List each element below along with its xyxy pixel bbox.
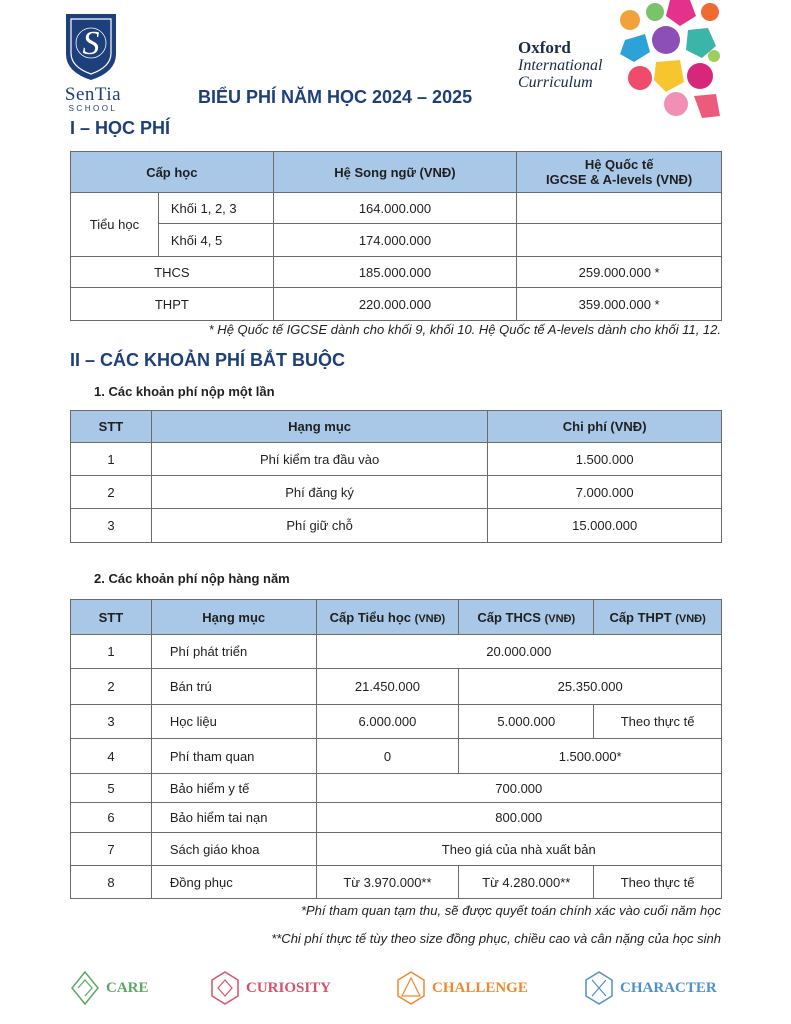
decorative-mosaic: [610, 0, 722, 118]
value-cell: Theo thực tế: [594, 866, 722, 899]
curiosity-icon: [210, 970, 240, 1006]
stt-cell: 8: [71, 866, 152, 899]
tuition-table: [70, 151, 722, 321]
item-cell: Phí đăng ký: [151, 476, 487, 509]
partner-logo-line2: International Curriculum: [518, 57, 603, 91]
item-cell: Bán trú: [151, 669, 316, 705]
core-values-footer: [70, 968, 722, 1008]
stt-cell: 4: [71, 739, 152, 774]
header-cell: Hạng mục: [151, 411, 487, 443]
svg-text:S: S: [82, 25, 100, 62]
value-curiosity: CURIOSITY: [210, 968, 331, 1008]
value-cell: 20.000.000: [316, 635, 721, 669]
header-cell: Cấp THCS (VNĐ): [459, 600, 594, 635]
character-icon: [584, 970, 614, 1006]
stt-cell: 1: [71, 443, 152, 476]
item-cell: Phí kiểm tra đầu vào: [151, 443, 487, 476]
item-cell: Phí giữ chỗ: [151, 509, 487, 543]
header-cell: Cấp Tiểu học (VNĐ): [316, 600, 459, 635]
header-cell: STT: [71, 411, 152, 443]
value-cell: [517, 224, 722, 257]
footnote-excursion: *Phí tham quan tạm thu, sẽ được quyết toán chính xác vào cuối năm học: [300, 903, 721, 918]
header-cell: Chi phí (VNĐ): [488, 411, 722, 443]
item-cell: Phí phát triển: [151, 635, 316, 669]
tuition-footnote: * Hệ Quốc tế IGCSE dành cho khối 9, khối 10. Hệ Quốc tế A-levels dành cho khối 11, 12.: [208, 322, 721, 337]
header-cell: Hạng mục: [151, 600, 316, 635]
value-cell: 0: [316, 739, 459, 774]
header-cell: Cấp học: [71, 152, 274, 193]
item-cell: Sách giáo khoa: [151, 833, 316, 866]
item-cell: Phí tham quan: [151, 739, 316, 774]
grade-cell: Khối 4, 5: [158, 224, 273, 257]
level-cell: THPT: [71, 288, 274, 321]
school-name: SenTia: [64, 84, 122, 105]
school-subtitle: SCHOOL: [68, 104, 118, 113]
value-cell: 6.000.000: [316, 705, 459, 739]
stt-cell: 5: [71, 774, 152, 803]
challenge-icon: [396, 970, 426, 1006]
value-cell: 259.000.000 *: [517, 257, 722, 288]
stt-cell: 1: [71, 635, 152, 669]
value-cell: Theo giá của nhà xuất bản: [316, 833, 721, 866]
annual-fees-table: [70, 599, 722, 899]
item-cell: Bảo hiểm y tế: [151, 774, 316, 803]
one-time-fees-table: [70, 410, 722, 543]
value-challenge: CHALLENGE: [396, 968, 528, 1008]
value-cell: 1.500.000*: [459, 739, 722, 774]
grade-cell: Khối 1, 2, 3: [158, 193, 273, 224]
partner-logo-line1: Oxford: [518, 38, 571, 57]
header-cell: Hệ Quốc tế IGCSE & A-levels (VNĐ): [517, 152, 722, 193]
value-cell: Từ 3.970.000**: [316, 866, 459, 899]
stt-cell: 7: [71, 833, 152, 866]
value-cell: 21.450.000: [316, 669, 459, 705]
value-care: CARE: [70, 968, 149, 1008]
header-cell: STT: [71, 600, 152, 635]
school-crest-logo: [62, 10, 120, 82]
page-title: BIỂU PHÍ NĂM HỌC 2024 – 2025: [198, 87, 473, 107]
value-cell: 25.350.000: [459, 669, 722, 705]
value-cell: 174.000.000: [273, 224, 517, 257]
value-cell: 164.000.000: [273, 193, 517, 224]
value-cell: 800.000: [316, 803, 721, 833]
stt-cell: 6: [71, 803, 152, 833]
level-cell: THCS: [71, 257, 274, 288]
value-character: CHARACTER: [584, 968, 717, 1008]
stt-cell: 3: [71, 705, 152, 739]
cost-cell: 1.500.000: [488, 443, 722, 476]
item-cell: Đồng phục: [151, 866, 316, 899]
footnote-uniform: **Chi phí thực tế tùy theo size đồng phục, chiều cao và cân nặng của học sinh: [271, 931, 721, 946]
value-cell: 700.000: [316, 774, 721, 803]
value-cell: 185.000.000: [273, 257, 517, 288]
item-cell: Bảo hiểm tai nạn: [151, 803, 316, 833]
subsection-1-title: 1. Các khoản phí nộp một lần: [94, 384, 275, 399]
section-2-title: II – CÁC KHOẢN PHÍ BẮT BUỘC: [70, 350, 346, 370]
value-cell: [517, 193, 722, 224]
stt-cell: 3: [71, 509, 152, 543]
item-cell: Học liệu: [151, 705, 316, 739]
level-cell: Tiểu học: [71, 193, 159, 257]
cost-cell: 15.000.000: [488, 509, 722, 543]
value-cell: 5.000.000: [459, 705, 594, 739]
value-cell: Từ 4.280.000**: [459, 866, 594, 899]
subsection-2-title: 2. Các khoản phí nộp hàng năm: [94, 571, 290, 586]
stt-cell: 2: [71, 476, 152, 509]
cost-cell: 7.000.000: [488, 476, 722, 509]
header-cell: Cấp THPT (VNĐ): [594, 600, 722, 635]
care-icon: [70, 970, 100, 1006]
value-cell: 220.000.000: [273, 288, 517, 321]
value-cell: Theo thực tế: [594, 705, 722, 739]
section-1-title: I – HỌC PHÍ: [70, 118, 171, 138]
stt-cell: 2: [71, 669, 152, 705]
header-cell: Hệ Song ngữ (VNĐ): [273, 152, 517, 193]
value-cell: 359.000.000 *: [517, 288, 722, 321]
